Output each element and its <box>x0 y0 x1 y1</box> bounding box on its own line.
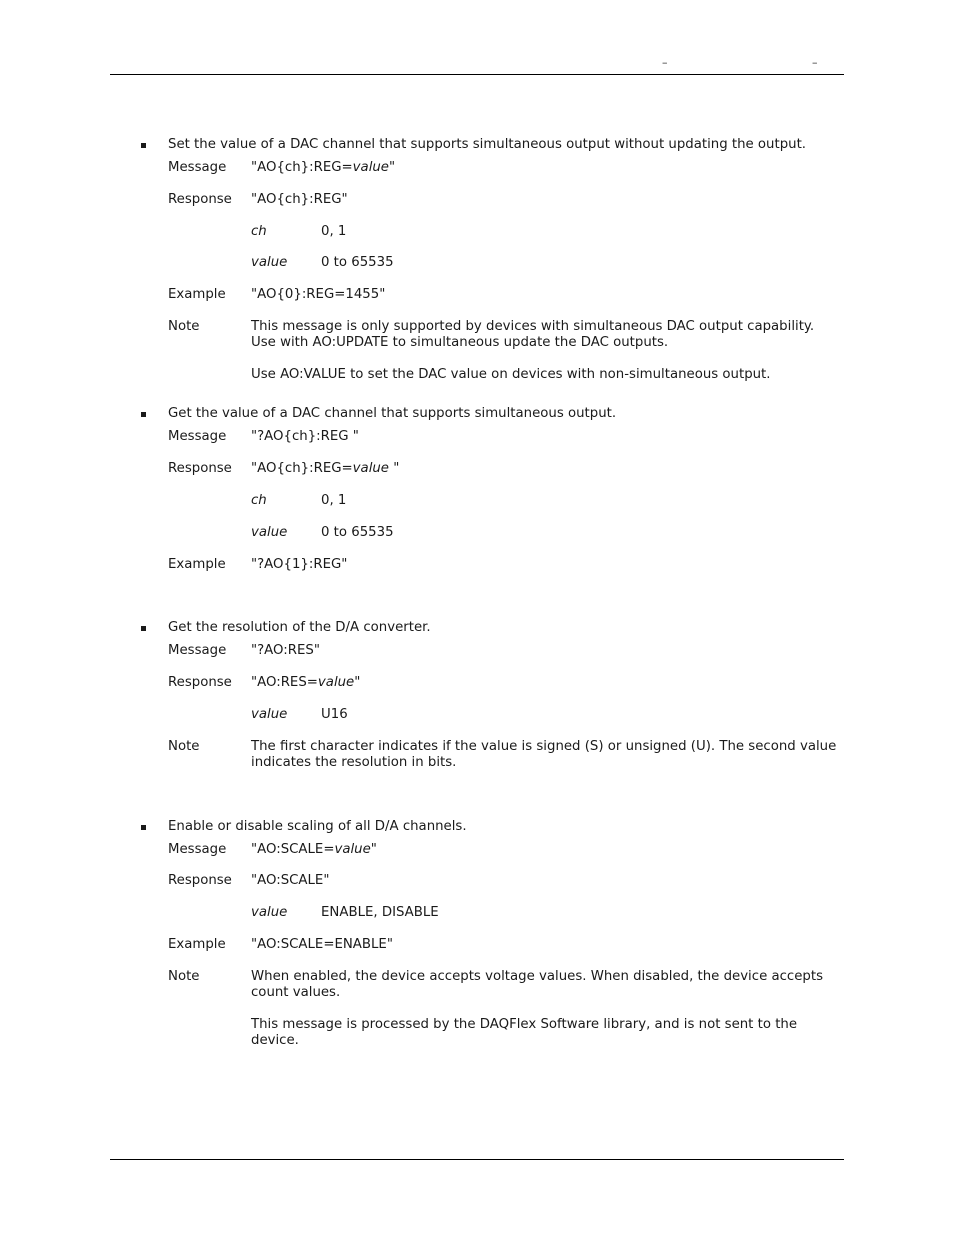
footer-rule <box>110 1159 844 1160</box>
param-value: 0, 1 <box>321 493 347 508</box>
example-value: "AO{0}:REG=1455" <box>251 287 386 302</box>
response-value: "AO{ch}:REG=value " <box>251 461 400 476</box>
note-line: This message is only supported by devices with simultaneous DAC output capability. <box>251 319 815 334</box>
bullet-icon <box>141 412 146 417</box>
response-value: "AO{ch}:REG" <box>251 192 348 207</box>
note-line: The first character indicates if the value is signed (S) or unsigned (U). The second value <box>251 739 837 754</box>
note-label: Note <box>168 739 200 754</box>
response-label: Response <box>168 873 232 888</box>
param-value: U16 <box>321 707 348 722</box>
note-line: This message is processed by the DAQFlex Software library, and is not sent to the <box>251 1017 798 1032</box>
header-rule <box>110 74 844 75</box>
section-description: Enable or disable scaling of all D/A channels. <box>168 819 467 834</box>
example-label: Example <box>168 287 226 302</box>
note-line: count values. <box>251 985 341 1000</box>
message-label: Message <box>168 842 227 857</box>
section-description: Set the value of a DAC channel that supports simultaneous output without updating the output. <box>168 137 807 152</box>
note-label: Note <box>168 319 200 334</box>
section-description: Get the resolution of the D/A converter. <box>168 620 431 635</box>
bullet-icon <box>141 825 146 830</box>
section-description: Get the value of a DAC channel that supports simultaneous output. <box>168 406 617 421</box>
param-name: ch <box>251 224 267 239</box>
message-value: "AO:SCALE=value" <box>251 842 377 857</box>
param-name: value <box>251 255 288 270</box>
response-label: Response <box>168 675 232 690</box>
response-label: Response <box>168 461 232 476</box>
response-value: "AO:RES=value" <box>251 675 361 690</box>
message-value: "?AO:RES" <box>251 643 320 658</box>
response-label: Response <box>168 192 232 207</box>
note-line: When enabled, the device accepts voltage values. When disabled, the device accepts <box>251 969 824 984</box>
message-label: Message <box>168 643 227 658</box>
header-dash-left: – <box>662 56 668 69</box>
param-name: value <box>251 525 288 540</box>
note-line: Use AO:VALUE to set the DAC value on devices with non-simultaneous output. <box>251 367 771 382</box>
message-value: "?AO{ch}:REG " <box>251 429 359 444</box>
param-name: ch <box>251 493 267 508</box>
message-label: Message <box>168 160 227 175</box>
example-label: Example <box>168 557 226 572</box>
example-label: Example <box>168 937 226 952</box>
bullet-icon <box>141 143 146 148</box>
example-value: "?AO{1}:REG" <box>251 557 348 572</box>
note-label: Note <box>168 969 200 984</box>
header-dash-right: – <box>812 56 818 69</box>
param-name: value <box>251 707 288 722</box>
response-value: "AO:SCALE" <box>251 873 330 888</box>
param-value: 0 to 65535 <box>321 525 394 540</box>
param-value: 0 to 65535 <box>321 255 394 270</box>
note-line: Use with AO:UPDATE to simultaneous update the DAC outputs. <box>251 335 669 350</box>
param-value: ENABLE, DISABLE <box>321 905 439 920</box>
note-line: device. <box>251 1033 299 1048</box>
param-name: value <box>251 905 288 920</box>
message-label: Message <box>168 429 227 444</box>
example-value: "AO:SCALE=ENABLE" <box>251 937 393 952</box>
bullet-icon <box>141 626 146 631</box>
note-line: indicates the resolution in bits. <box>251 755 457 770</box>
param-value: 0, 1 <box>321 224 347 239</box>
message-value: "AO{ch}:REG=value" <box>251 160 396 175</box>
